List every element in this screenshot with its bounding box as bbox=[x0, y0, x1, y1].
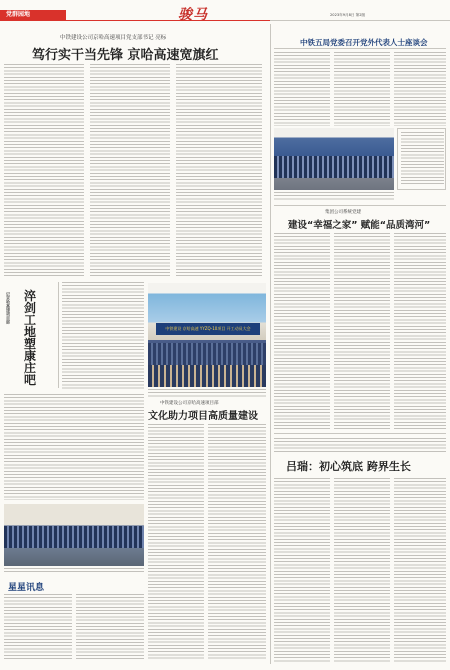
side-column-title: 淬 剑 工 地 塑 康 庄 吧 bbox=[23, 289, 36, 387]
culture-article-body-col1 bbox=[148, 424, 204, 660]
right-bottom-body-col3 bbox=[394, 478, 446, 662]
side-column-body bbox=[62, 282, 144, 390]
star-news-body-col2 bbox=[76, 594, 144, 660]
culture-article-title: 文化助力项目高质量建设 bbox=[148, 411, 258, 422]
left-article-title: 笃行实干当先锋 京哈高速宽旗红 bbox=[32, 48, 219, 63]
right-top-side-box bbox=[397, 128, 446, 190]
group-photo bbox=[148, 283, 266, 387]
left-article-subtitle: 中铁建设公司京哈高速项目党支部书记 亮标 bbox=[60, 35, 167, 41]
side-column-body-2 bbox=[4, 394, 144, 500]
right-mid-kicker: 集团公司系统党建 bbox=[325, 210, 361, 215]
right-top-side-box-text bbox=[401, 132, 444, 186]
right-top-body-col3 bbox=[394, 52, 446, 126]
right-bottom-title: 吕瑞：初心筑底 跨界生长 bbox=[286, 460, 411, 473]
side-column-kicker: 记京哈高速项目部 bbox=[6, 292, 11, 324]
issue-info: 2023年9月8日 第2版 bbox=[330, 13, 366, 17]
right-top-title: 中铁五局党委召开党外代表人士座谈会 bbox=[300, 38, 428, 47]
bottom-left-photo bbox=[4, 504, 144, 566]
photo-crowd-front bbox=[148, 365, 266, 387]
right-top-rule bbox=[274, 48, 446, 49]
masthead-rule-right bbox=[270, 20, 450, 21]
masthead-rule bbox=[0, 20, 270, 21]
side-column-rule bbox=[58, 282, 59, 388]
right-top-photo-caption bbox=[274, 192, 394, 200]
section-label: 党群园地 bbox=[0, 10, 66, 20]
left-article-body-col1 bbox=[4, 64, 84, 276]
left-article-body-col3 bbox=[176, 64, 262, 276]
culture-article-body-col2 bbox=[208, 424, 266, 660]
left-article-body-col2 bbox=[90, 64, 170, 276]
culture-article-kicker: 中铁建设公司京哈高速项目部 bbox=[160, 401, 219, 406]
right-top-photo bbox=[274, 128, 394, 190]
right-top-body-col2 bbox=[334, 52, 390, 126]
right-top-photo-crowd bbox=[274, 156, 394, 178]
star-news-title: 星星讯息 bbox=[8, 583, 45, 593]
right-mid-body-col2 bbox=[334, 233, 390, 429]
right-section-rule-1 bbox=[274, 205, 446, 206]
photo-caption-text bbox=[148, 389, 266, 397]
bottom-left-photo-caption bbox=[4, 568, 144, 574]
right-mid-body-col3 bbox=[394, 233, 446, 429]
right-bottom-body-col1 bbox=[274, 478, 330, 662]
photo-banner: 中铁建设 京哈高速 YYZQ-10项目 开工动员大会 bbox=[156, 323, 260, 335]
masthead-logo: 骏马 bbox=[178, 7, 208, 23]
photo-crowd bbox=[148, 343, 266, 365]
bottom-left-photo-crowd bbox=[4, 526, 144, 548]
right-section-rule-2 bbox=[274, 433, 446, 434]
right-bottom-body-col2 bbox=[334, 478, 390, 662]
right-bottom-intro bbox=[274, 438, 446, 452]
page-column-divider bbox=[270, 24, 271, 664]
right-mid-title: 建设“幸福之家” 赋能“品质湾河” bbox=[288, 220, 431, 231]
star-news-body-col1 bbox=[4, 594, 72, 660]
right-mid-body-col1 bbox=[274, 233, 330, 429]
right-top-body-col1 bbox=[274, 52, 330, 126]
